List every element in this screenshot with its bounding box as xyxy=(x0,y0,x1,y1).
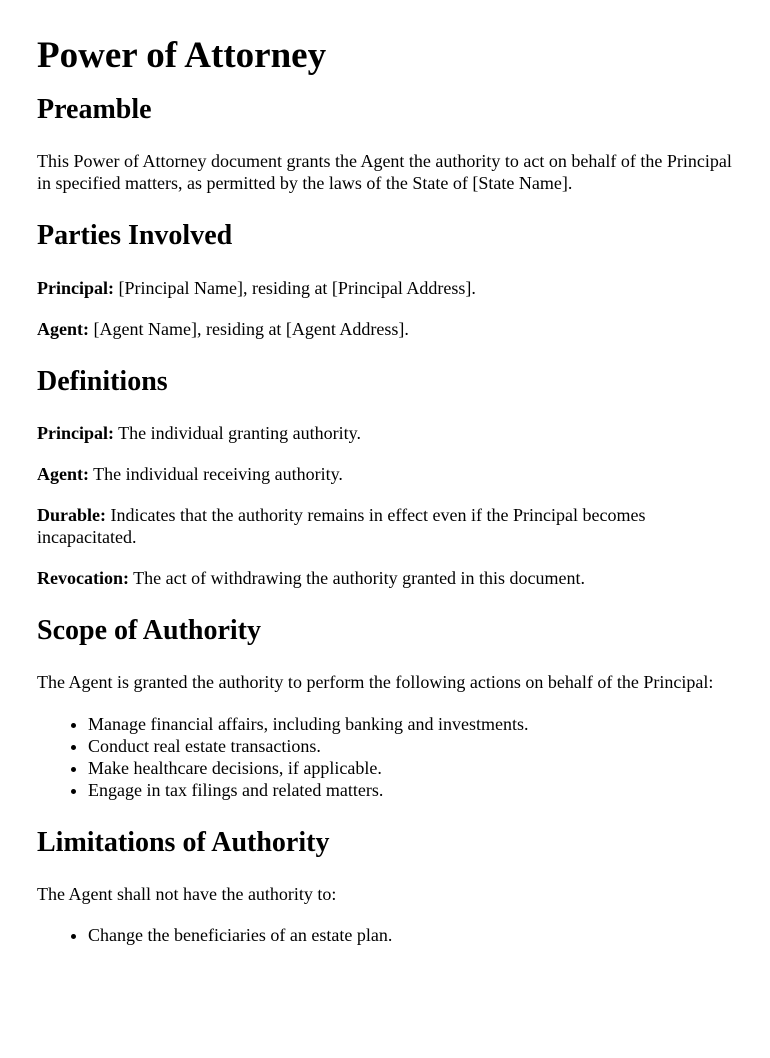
document-body xyxy=(0,34,770,946)
list-item: • Engage in tax filings and related matters. xyxy=(88,779,733,801)
definitions-heading: Definitions xyxy=(37,366,168,397)
document-title: Power of Attorney xyxy=(37,35,327,76)
definition-revocation xyxy=(37,567,733,589)
agent-label: Agent: xyxy=(37,319,89,339)
definition-term: Agent: xyxy=(37,464,89,484)
definition-term: Durable: xyxy=(37,505,106,525)
definition-text: The individual receiving authority. xyxy=(89,464,343,484)
definition-principal xyxy=(37,422,733,444)
list-item: • Manage financial affairs, including banking and investments. xyxy=(88,713,733,735)
principal-party xyxy=(37,277,733,299)
limitations-heading: Limitations of Authority xyxy=(37,827,330,858)
principal-details: [Principal Name], residing at [Principal Address]. xyxy=(114,278,476,298)
list-item: • Make healthcare decisions, if applicable. xyxy=(88,757,733,779)
scope-intro: The Agent is granted the authority to perform the following actions on behalf of the Principal: xyxy=(37,672,714,692)
definition-term: Principal: xyxy=(37,423,114,443)
preamble-heading: Preamble xyxy=(37,94,152,125)
definition-text: Indicates that the authority remains in effect even if the Principal becomes incapacitated. xyxy=(37,505,646,547)
agent-party xyxy=(37,318,733,340)
definition-term: Revocation: xyxy=(37,568,129,588)
preamble-text: This Power of Attorney document grants the Agent the authority to act on behalf of the Principal in specified matters, as permitted by the laws of the State of [State Name]. xyxy=(37,151,732,193)
list-item: • Change the beneficiaries of an estate plan. xyxy=(88,924,733,946)
limitations-intro: The Agent shall not have the authority to: xyxy=(37,884,337,904)
scope-heading: Scope of Authority xyxy=(37,615,261,646)
parties-heading: Parties Involved xyxy=(37,220,233,251)
agent-details: [Agent Name], residing at [Agent Address]. xyxy=(89,319,409,339)
definition-text: The individual granting authority. xyxy=(114,423,361,443)
definition-text: The act of withdrawing the authority granted in this document. xyxy=(128,568,586,588)
scope-list xyxy=(37,713,733,801)
definition-agent xyxy=(37,463,733,485)
principal-label: Principal: xyxy=(37,278,114,298)
list-item: • Conduct real estate transactions. xyxy=(88,735,733,757)
limitations-list xyxy=(37,924,733,946)
definition-durable xyxy=(37,504,733,548)
